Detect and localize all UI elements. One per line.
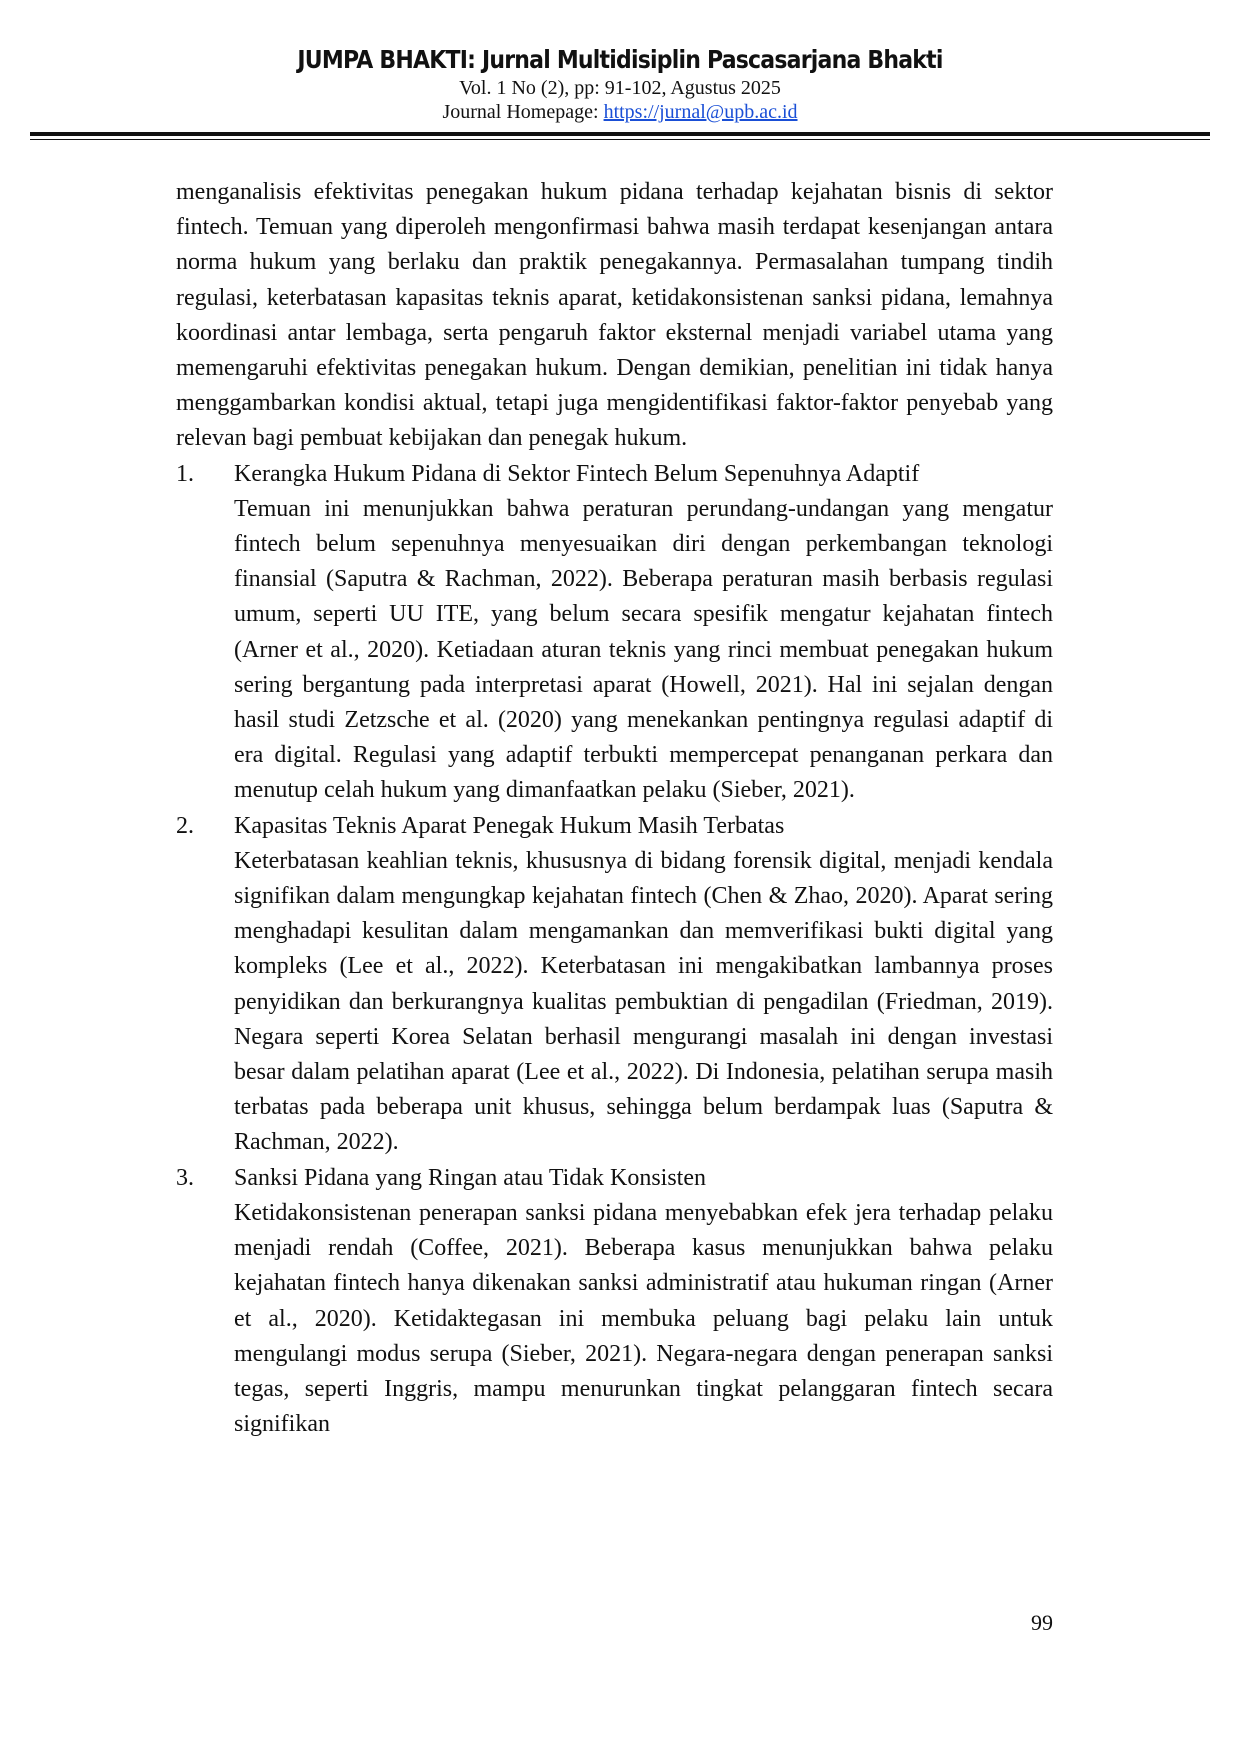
page-number: 99 [1031, 1610, 1053, 1635]
journal-title: JUMPA BHAKTI: Jurnal Multidisiplin Pascasarjana Bhakti [297, 45, 943, 74]
list-item-3 [176, 1161, 1053, 1443]
volume-line: Vol. 1 No (2), pp: 91-102, Agustus 2025 [459, 77, 781, 99]
list-item-1 [176, 457, 1053, 809]
list-item-number: 2. [176, 812, 194, 839]
homepage-link[interactable]: https://jurnal@upb.ac.id [603, 101, 798, 123]
homepage-line [0, 100, 1240, 124]
header-rule-thin [30, 139, 1210, 140]
list-item-number: 3. [176, 1164, 194, 1191]
list-item-body: Ketidakonsistenan penerapan sanksi pidana menyebabkan efek jera terhadap pelaku menjadi rendah (Coffee, 2021). Beberapa kasus menunjukkan bahwa pelaku kejahatan fintech hanya dikenakan sanksi administratif atau hukuman ringan (Arner et al., 2020). Ketidaktegasan ini membuka peluang bagi pelaku lain untuk mengulangi modus serupa (Sieber, 2021). Negara-negara dengan penerapan sanksi tegas, seperti Inggris, mampu menurunkan tingkat pelanggaran fintech secara signifikan [234, 1199, 1053, 1438]
journal-header [0, 44, 1240, 124]
list-item-body: Keterbatasan keahlian teknis, khususnya di bidang forensik digital, menjadi kendala signifikan dalam mengungkap kejahatan fintech (Chen & Zhao, 2020). Aparat sering menghadapi kesulitan dalam mengamankan dan memverifikasi bukti digital yang kompleks (Lee et al., 2022). Keterbatasan ini mengakibatkan lambannya proses penyidikan dan berkurangnya kualitas pembuktian di pengadilan (Friedman, 2019). Negara seperti Korea Selatan berhasil mengurangi masalah ini dengan investasi besar dalam pelatihan aparat (Lee et al., 2022). Di Indonesia, pelatihan serupa masih terbatas pada beberapa unit khusus, sehingga belum berdampak luas (Saputra & Rachman, 2022). [234, 847, 1053, 1156]
list-item-2 [176, 809, 1053, 1161]
page-content [176, 175, 1053, 1442]
list-item-title: Kerangka Hukum Pidana di Sektor Fintech Belum Sepenuhnya Adaptif [234, 460, 920, 487]
intro-paragraph: menganalisis efektivitas penegakan hukum pidana terhadap kejahatan bisnis di sektor fintech. Temuan yang diperoleh mengonfirmasi bahwa masih terdapat kesenjangan antara norma hukum yang berlaku dan praktik penegakannya. Permasalahan tumpang tindih regulasi, keterbatasan kapasitas teknis aparat, ketidakonsistenan sanksi pidana, lemahnya koordinasi antar lembaga, serta pengaruh faktor eksternal menjadi variabel utama yang memengaruhi efektivitas penegakan hukum. Dengan demikian, penelitian ini tidak hanya menggambarkan kondisi aktual, tetapi juga mengidentifikasi faktor-faktor penyebab yang relevan bagi pembuat kebijakan dan penegak hukum. [176, 179, 1053, 452]
list-item-title: Sanksi Pidana yang Ringan atau Tidak Konsisten [234, 1164, 706, 1191]
homepage-label: Journal Homepage: [442, 101, 604, 123]
header-rule-thick [30, 132, 1210, 136]
list-item-title: Kapasitas Teknis Aparat Penegak Hukum Masih Terbatas [234, 812, 785, 839]
list-item-body: Temuan ini menunjukkan bahwa peraturan perundang-undangan yang mengatur fintech belum sepenuhnya menyesuaikan diri dengan perkembangan teknologi finansial (Saputra & Rachman, 2022). Beberapa peraturan masih berbasis regulasi umum, seperti UU ITE, yang belum secara spesifik mengatur kejahatan fintech (Arner et al., 2020). Ketiadaan aturan teknis yang rinci membuat penegakan hukum sering bergantung pada interpretasi aparat (Howell, 2021). Hal ini sejalan dengan hasil studi Zetzsche et al. (2020) yang menekankan pentingnya regulasi adaptif di era digital. Regulasi yang adaptif terbukti mempercepat penanganan perkara dan menutup celah hukum yang dimanfaatkan pelaku (Sieber, 2021). [234, 495, 1053, 804]
list-item-number: 1. [176, 460, 194, 487]
